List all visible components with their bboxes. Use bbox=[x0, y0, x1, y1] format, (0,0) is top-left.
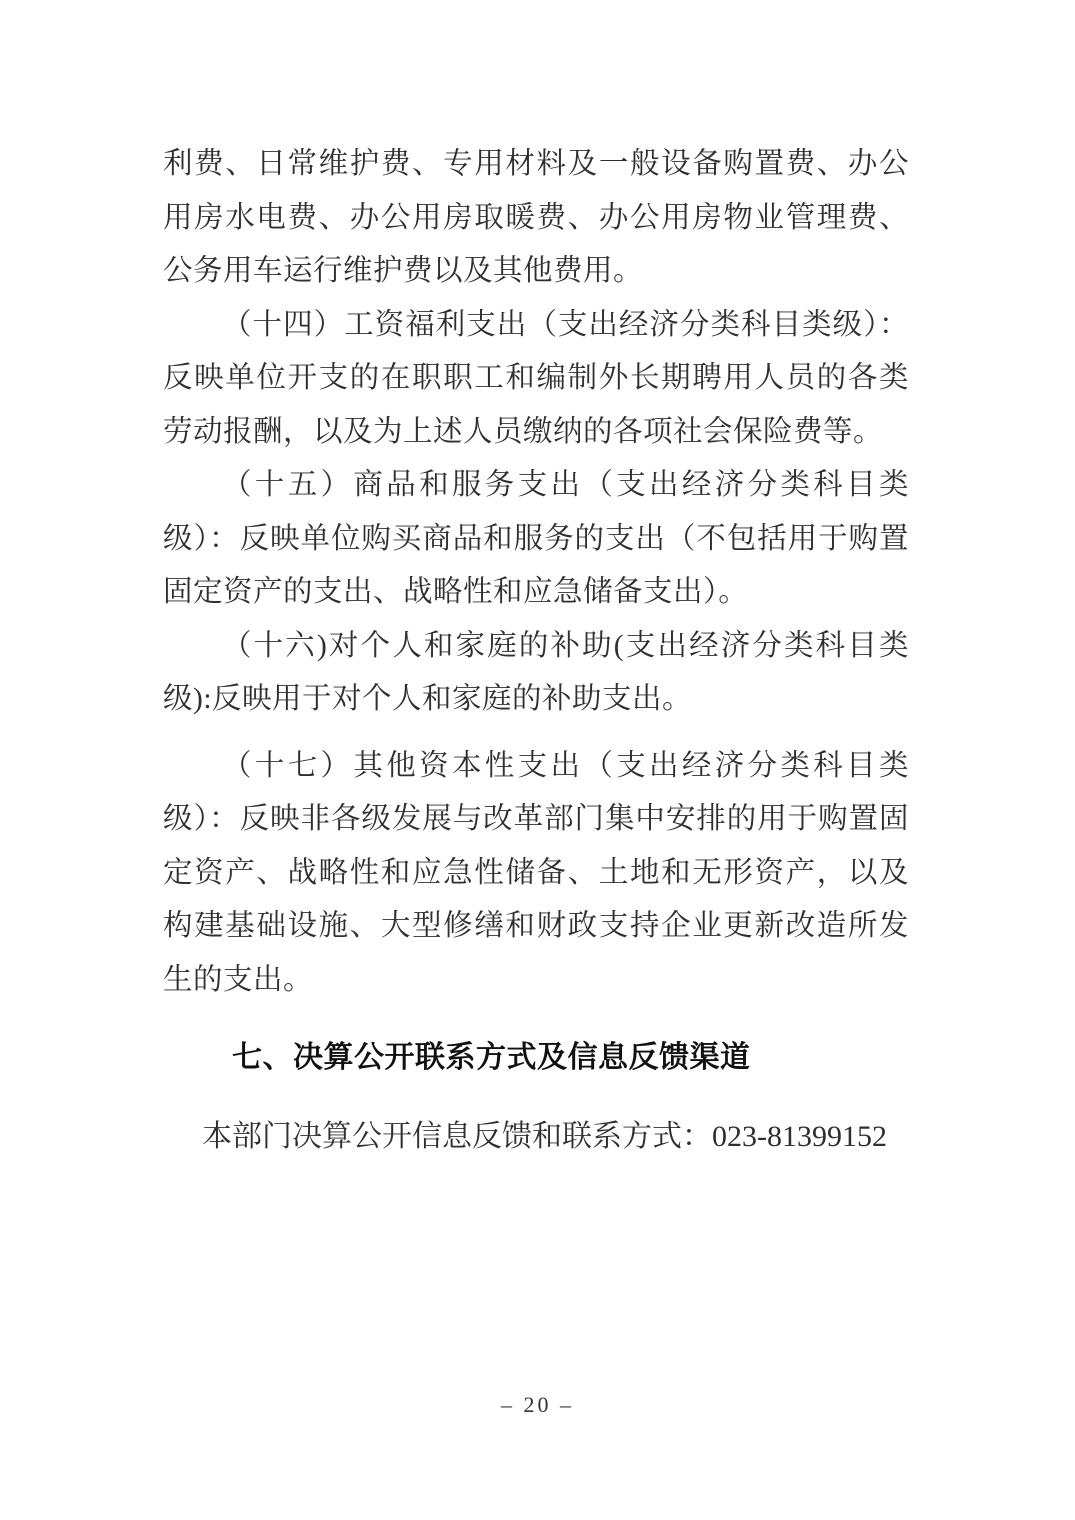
section-heading-contact-feedback: 七、决算公开联系方式及信息反馈渠道 bbox=[232, 1041, 751, 1074]
page-number: – 20 – bbox=[501, 1392, 574, 1417]
contact-phone-line: 本部门决算公开信息反馈和联系方式：023-81399152 bbox=[202, 1119, 887, 1153]
paragraph-item-14-wage-welfare-expenditure: （十四）工资福利支出（支出经济分类科目类级）：反映单位开支的在职职工和编制外长期聘用人员的各类劳动报酬，以及为上述人员缴纳的各项社会保险费等。 bbox=[163, 308, 909, 448]
document-body bbox=[163, 138, 909, 1163]
paragraph-other-fees-continuation: 利费、日常维护费、专用材料及一般设备购置费、办公用房水电费、办公用房取暖费、办公用房物业管理费、公务用车运行维护费以及其他费用。 bbox=[163, 148, 909, 287]
paragraph-item-15-goods-services-expenditure: （十五）商品和服务支出（支出经济分类科目类级）：反映单位购买商品和服务的支出（不包括用于购置固定资产的支出、战略性和应急储备支出）。 bbox=[163, 469, 909, 608]
paragraph-item-17-other-capital-expenditure: （十七）其他资本性支出（支出经济分类科目类级）：反映非各级发展与改革部门集中安排的用于购置固定资产、战略性和应急性储备、土地和无形资产，以及构建基础设施、大型修缮和财政支持企业更新改造所发生的支出。 bbox=[163, 749, 909, 996]
paragraph-item-16-individual-family-subsidy: （十六)对个人和家庭的补助(支出经济分类科目类级):反映用于对个人和家庭的补助支出。 bbox=[163, 629, 909, 715]
